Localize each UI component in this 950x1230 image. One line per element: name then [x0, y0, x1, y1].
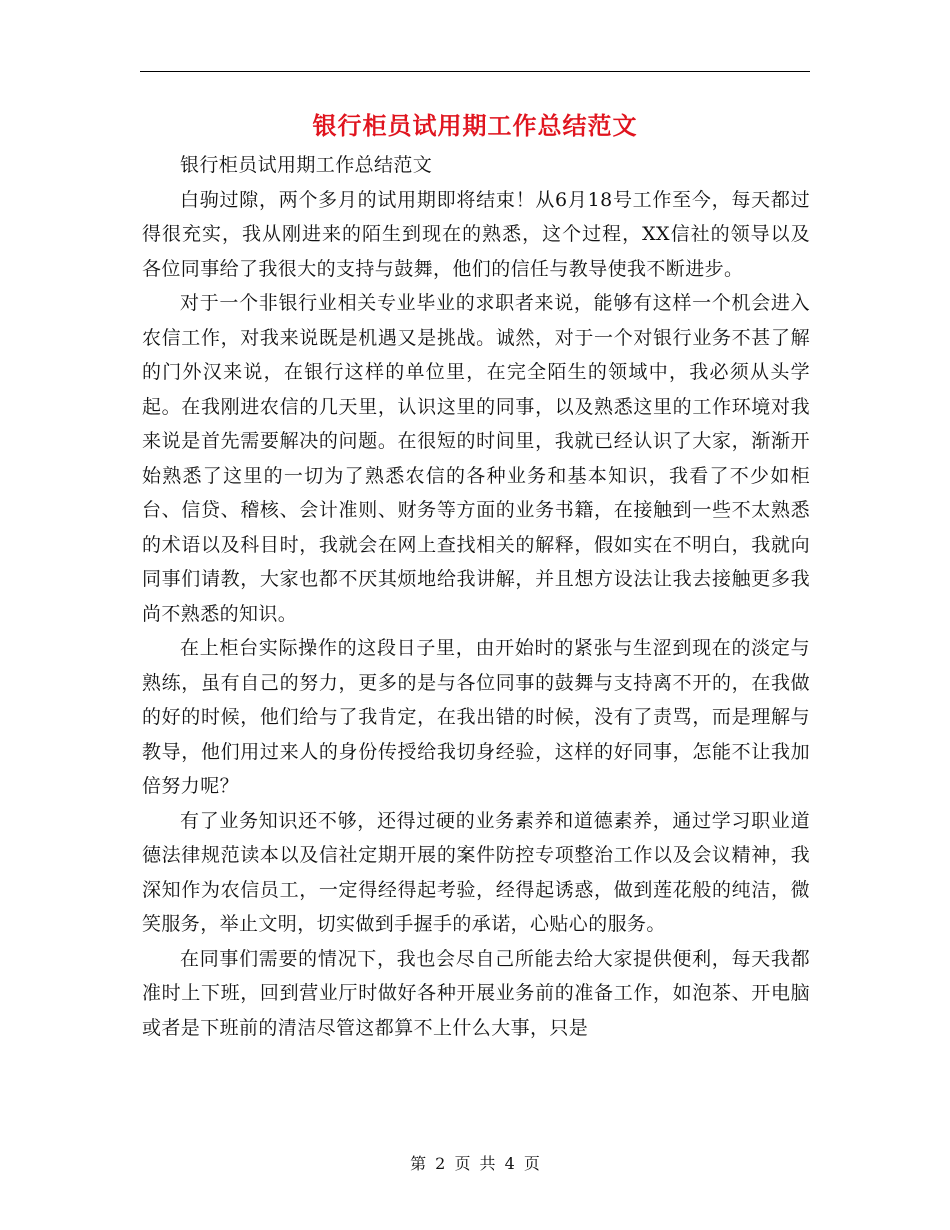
body-paragraph: 对于一个非银行业相关专业毕业的求职者来说，能够有这样一个机会进入农信工作，对我来说既是机遇又是挑战。诚然，对于一个对银行业务不甚了解的门外汉来说，在银行这样的单位里，在完全陌生的领域中，我必须从头学起。在我刚进农信的几天里，认识这里的同事，以及熟悉这里的工作环境对我来说是首先需要解决的问题。在很短的时间里，我就已经认识了大家，渐渐开始熟悉了这里的一切为了熟悉农信的各种业务和基本知识，我看了不少如柜台、信贷、稽核、会计准则、财务等方面的业务书籍，在接触到一些不太熟悉的术语以及科目时，我就会在网上查找相关的解释，假如实在不明白，我就向同事们请教，大家也都不厌其烦地给我讲解，并且想方设法让我去接触更多我尚不熟悉的知识。 — [142, 292, 810, 625]
header-rule — [140, 71, 810, 72]
body-paragraph: 白驹过隙，两个多月的试用期即将结束！从6月18号工作至今，每天都过得很充实，我从刚进来的陌生到现在的熟悉，这个过程，XX信社的领导以及各位同事给了我很大的支持与鼓舞，他们的信任与教导使我不断进步。 — [142, 188, 810, 280]
document-title: 银行柜员试用期工作总结范文 — [312, 111, 638, 140]
body-paragraph: 有了业务知识还不够，还得过硬的业务素养和道德素养，通过学习职业道德法律规范读本以及信社定期开展的案件防控专项整治工作以及会议精神，我深知作为农信员工，一定得经得起考验，经得起诱惑，做到莲花般的纯洁，微笑服务，举止文明，切实做到手握手的承诺，心贴心的服务。 — [142, 809, 810, 935]
page-number: 第 2 页 共 4 页 — [410, 1154, 540, 1173]
body-paragraph: 在同事们需要的情况下，我也会尽自己所能去给大家提供便利，每天我都准时上下班，回到营业厅时做好各种开展业务前的准备工作，如泡茶、开电脑或者是下班前的清洁尽管这都算不上什么大事，只是 — [142, 947, 810, 1039]
body-paragraph: 银行柜员试用期工作总结范文 — [180, 154, 433, 176]
document-body — [142, 148, 810, 1045]
body-paragraph: 在上柜台实际操作的这段日子里，由开始时的紧张与生涩到现在的淡定与熟练，虽有自己的努力，更多的是与各位同事的鼓舞与支持离不开的，在我做的好的时候，他们给与了我肯定，在我出错的时候，没有了责骂，而是理解与教导，他们用过来人的身份传授给我切身经验，这样的好同事，怎能不让我加倍努力呢？ — [142, 637, 810, 797]
